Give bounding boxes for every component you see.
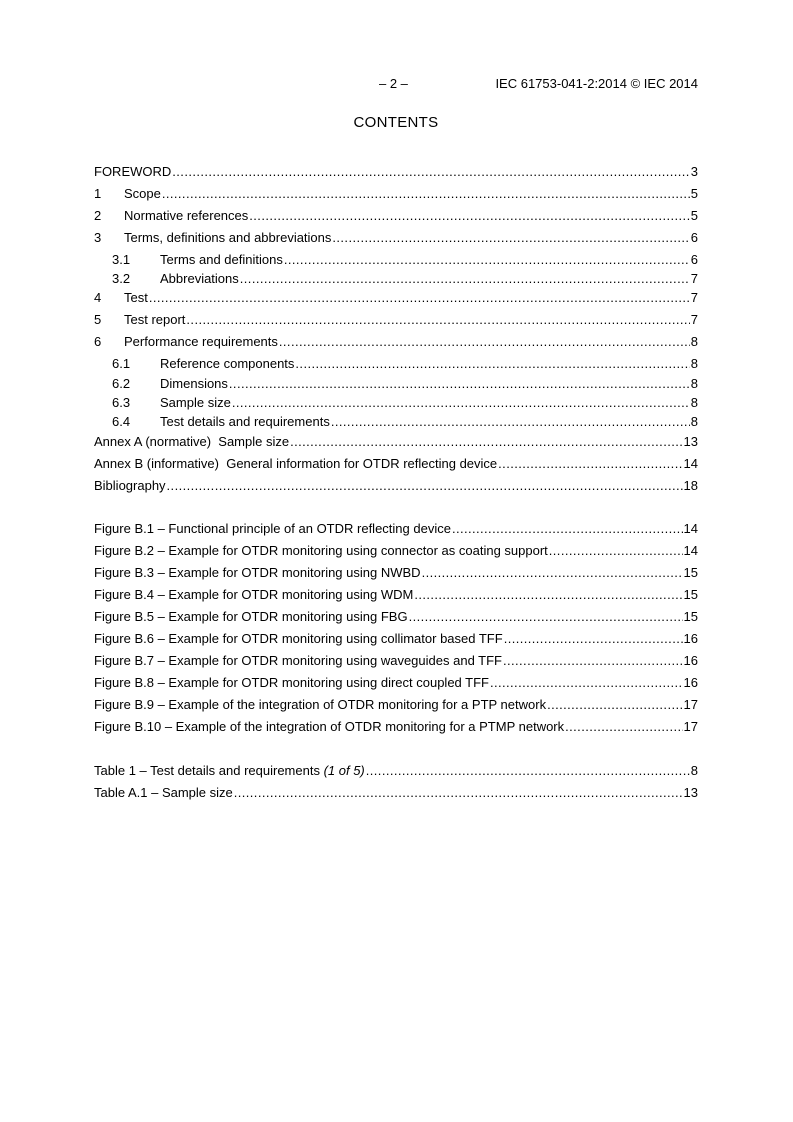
leader-dots — [498, 455, 682, 472]
leader-dots — [331, 413, 690, 430]
figure-label: Figure B.10 – Example of the integration of OTDR monitoring for a PTMP network — [94, 719, 565, 734]
toc-entry-foreword[interactable] — [94, 163, 698, 180]
contents-title: CONTENTS — [353, 114, 439, 131]
figure-page: 16 — [683, 653, 698, 668]
leader-dots — [295, 355, 689, 372]
leader-dots — [503, 652, 683, 669]
toc-number: 5 — [94, 312, 102, 327]
toc-entry-annex-b[interactable] — [94, 455, 698, 472]
toc-label: Scope — [124, 186, 161, 201]
leader-dots — [279, 333, 690, 350]
leader-dots — [414, 586, 682, 603]
toc-entry-terms[interactable] — [94, 229, 698, 246]
figure-label: Figure B.4 – Example for OTDR monitoring using WDM — [94, 587, 414, 602]
toc-label: Reference components — [160, 356, 295, 371]
toc-label: Test details and requirements — [160, 414, 330, 429]
toc-label: Test report — [124, 312, 186, 327]
table-label: Table A.1 – Sample size — [94, 785, 233, 800]
leader-dots — [229, 375, 690, 392]
leader-dots — [422, 564, 683, 581]
toc-number: 1 — [94, 186, 102, 201]
toc-number: 6.3 — [112, 395, 131, 410]
toc-page: 8 — [690, 334, 698, 349]
toc-label: Annex B (informative) General information for OTDR reflecting device — [94, 456, 498, 471]
figure-label: Figure B.2 – Example for OTDR monitoring using connector as coating support — [94, 543, 548, 558]
figure-label: Figure B.3 – Example for OTDR monitoring using NWBD — [94, 565, 421, 580]
toc-page: 8 — [690, 356, 698, 371]
figure-entry[interactable] — [94, 564, 698, 581]
toc-page: 8 — [690, 414, 698, 429]
leader-dots — [232, 394, 690, 411]
toc-number: 2 — [94, 208, 102, 223]
toc-number: 3.2 — [112, 271, 131, 286]
leader-dots — [284, 251, 690, 268]
figure-page: 15 — [683, 565, 698, 580]
figure-page: 14 — [683, 521, 698, 536]
figure-page: 17 — [683, 719, 698, 734]
toc-entry-dimensions[interactable] — [94, 375, 698, 392]
toc-page: 8 — [690, 376, 698, 391]
figure-entry[interactable] — [94, 674, 698, 691]
figure-entry[interactable] — [94, 652, 698, 669]
figure-page: 14 — [683, 543, 698, 558]
table-page: 13 — [683, 785, 698, 800]
leader-dots — [172, 163, 689, 180]
figure-label: Figure B.8 – Example for OTDR monitoring using direct coupled TFF — [94, 675, 489, 690]
figure-label: Figure B.5 – Example for OTDR monitoring using FBG — [94, 609, 408, 624]
toc-label: Terms and definitions — [160, 252, 283, 267]
toc-page: 6 — [690, 252, 698, 267]
toc-page: 18 — [683, 478, 698, 493]
leader-dots — [565, 718, 682, 735]
leader-dots — [409, 608, 683, 625]
toc-entry-test[interactable] — [94, 289, 698, 306]
toc-page: 3 — [690, 164, 698, 179]
leader-dots — [186, 311, 689, 328]
table-label-text: Table 1 – Test details and requirements — [94, 763, 320, 778]
toc-entry-test-report[interactable] — [94, 311, 698, 328]
toc-label: Dimensions — [160, 376, 228, 391]
figure-entry[interactable] — [94, 608, 698, 625]
document-reference: IEC 61753-041-2:2014 © IEC 2014 — [495, 76, 698, 91]
figure-page: 16 — [683, 631, 698, 646]
toc-page: 5 — [690, 186, 698, 201]
toc-number: 3.1 — [112, 252, 131, 267]
toc-entry-scope[interactable] — [94, 185, 698, 202]
table-label — [94, 762, 365, 779]
figure-label: Figure B.7 – Example for OTDR monitoring using waveguides and TFF — [94, 653, 502, 668]
leader-dots — [240, 270, 690, 287]
page-number: – 2 – — [379, 76, 408, 91]
toc-entry-normative-references[interactable] — [94, 207, 698, 224]
toc-label: Annex A (normative) Sample size — [94, 434, 290, 449]
figure-entry[interactable] — [94, 696, 698, 713]
toc-entry-test-details[interactable] — [94, 413, 698, 430]
figure-entry[interactable] — [94, 630, 698, 647]
toc-number: 3 — [94, 230, 102, 245]
leader-dots — [162, 185, 690, 202]
leader-dots — [547, 696, 682, 713]
leader-dots — [549, 542, 683, 559]
leader-dots — [366, 762, 690, 779]
toc-label: Performance requirements — [124, 334, 278, 349]
figure-page: 17 — [683, 697, 698, 712]
figure-label: Figure B.9 – Example of the integration of OTDR monitoring for a PTP network — [94, 697, 547, 712]
toc-page: 7 — [690, 312, 698, 327]
toc-page: 8 — [690, 395, 698, 410]
toc-page: 5 — [690, 208, 698, 223]
figure-entry[interactable] — [94, 586, 698, 603]
table-page: 8 — [690, 763, 698, 778]
toc-page: 7 — [690, 290, 698, 305]
toc-number: 6 — [94, 334, 102, 349]
toc-number: 6.1 — [112, 356, 131, 371]
leader-dots — [452, 520, 683, 537]
figure-page: 16 — [683, 675, 698, 690]
toc-label: Abbreviations — [160, 271, 239, 286]
figure-page: 15 — [683, 609, 698, 624]
toc-entry-performance-requirements[interactable] — [94, 333, 698, 350]
toc-label: Terms, definitions and abbreviations — [124, 230, 332, 245]
toc-page: 6 — [690, 230, 698, 245]
toc-page: 7 — [690, 271, 698, 286]
toc-label: Bibliography — [94, 478, 166, 493]
toc-entry-abbreviations[interactable] — [94, 270, 698, 287]
leader-dots — [490, 674, 683, 691]
toc-label: Sample size — [160, 395, 231, 410]
figure-entry[interactable] — [94, 542, 698, 559]
leader-dots — [167, 477, 683, 494]
toc-entry-bibliography[interactable] — [94, 477, 698, 494]
leader-dots — [290, 433, 682, 450]
toc-label: FOREWORD — [94, 164, 172, 179]
toc-page: 13 — [683, 434, 698, 449]
figure-entry[interactable] — [94, 520, 698, 537]
figure-page: 15 — [683, 587, 698, 602]
toc-number: 4 — [94, 290, 102, 305]
table-label-suffix: (1 of 5) — [323, 763, 365, 778]
toc-entry-terms-definitions[interactable] — [94, 251, 698, 268]
toc-label: Test — [124, 290, 148, 305]
toc-number: 6.4 — [112, 414, 131, 429]
figure-label: Figure B.6 – Example for OTDR monitoring using collimator based TFF — [94, 631, 503, 646]
toc-entry-annex-a[interactable] — [94, 433, 698, 450]
figure-entry[interactable] — [94, 718, 698, 735]
toc-label: Normative references — [124, 208, 249, 223]
table-entry[interactable] — [94, 784, 698, 801]
table-entry[interactable] — [94, 762, 698, 779]
leader-dots — [234, 784, 683, 801]
toc-page: 14 — [683, 456, 698, 471]
leader-dots — [149, 289, 690, 306]
leader-dots — [332, 229, 689, 246]
toc-entry-sample-size[interactable] — [94, 394, 698, 411]
toc-entry-reference-components[interactable] — [94, 355, 698, 372]
page-header — [94, 76, 698, 92]
leader-dots — [504, 630, 683, 647]
toc-number: 6.2 — [112, 376, 131, 391]
figure-label: Figure B.1 – Functional principle of an OTDR reflecting device — [94, 521, 451, 536]
leader-dots — [249, 207, 689, 224]
